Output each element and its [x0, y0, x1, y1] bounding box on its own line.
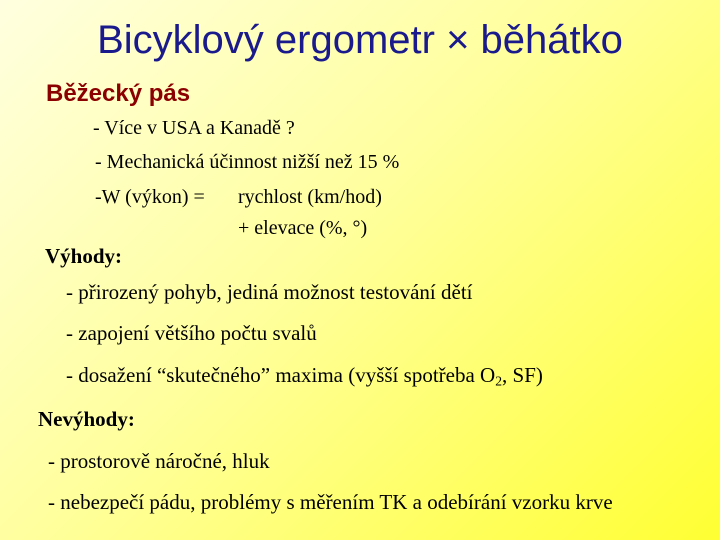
subscript: 2 — [495, 373, 503, 389]
formula-line1: rychlost (km/hod) — [238, 186, 382, 208]
list-item: - Mechanická účinnost nižší než 15 % — [95, 151, 400, 173]
item-text: - dosažení “skutečného” maxima (vyšší spotřeba O — [66, 363, 496, 387]
item-text: , SF) — [502, 363, 543, 387]
list-item: - zapojení většího počtu svalů — [66, 321, 317, 345]
list-item — [66, 363, 543, 388]
formula-line2: + elevace (%, °) — [238, 217, 368, 239]
disadvantages-heading: Nevýhody: — [38, 407, 135, 431]
list-item: - prostorově náročné, hluk — [48, 449, 270, 473]
section-heading: Běžecký pás — [46, 80, 191, 107]
list-item: - přirozený pohyb, jediná možnost testování dětí — [66, 280, 473, 304]
advantages-heading: Výhody: — [45, 244, 123, 268]
formula-lhs: -W (výkon) = — [95, 186, 205, 208]
list-item: - nebezpečí pádu, problémy s měřením TK a odebírání vzorku krve — [48, 490, 613, 514]
slide-title: Bicyklový ergometr × běhátko — [97, 18, 623, 62]
list-item: - Více v USA a Kanadě ? — [93, 117, 295, 139]
